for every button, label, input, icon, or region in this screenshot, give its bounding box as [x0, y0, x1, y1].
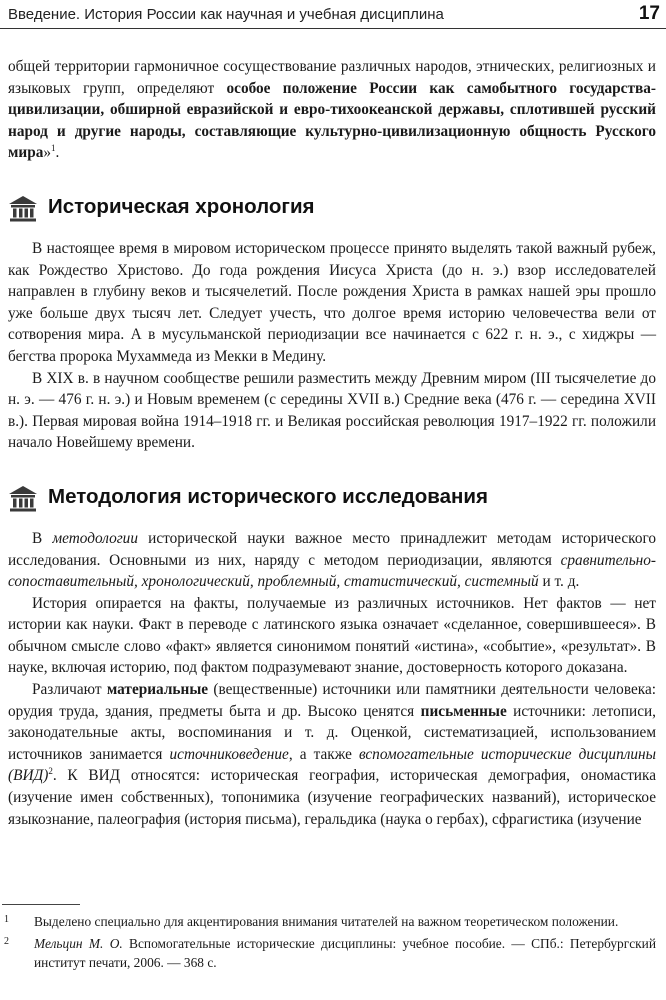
text: , а также — [288, 745, 359, 763]
text: В — [32, 529, 53, 547]
footnote-text: Вспомогательные исторические дисциплины: учебное пособие. — СПб.: Петербургский институт печати, 2006. — 368 с. — [34, 936, 656, 970]
text: . К ВИД относятся: историческая география, историческая демография, ономастика (изучение имен собственных), топонимика (изучение географических названий), историческое языкознание, палеография (история письма), геральдика (наука о гербах), сфрагистика (изучение — [8, 767, 656, 828]
text: (вещественные) источники или памятники деятельности человека: орудия труда, здания, предметы быта и др. Высоко ценятся — [8, 681, 656, 720]
methodology-paragraph-3 — [8, 679, 656, 830]
footnote-ref-1[interactable]: 1 — [51, 143, 56, 154]
running-header — [0, 0, 666, 29]
intro-bold-text: особое положение России как самобытного государства-цивилизации, обширной евразийской и евро-тихоокеанской державы, сплотившей русский народ и другие народы, составляющие культурно-цивилизационную общность Русского мира — [8, 79, 656, 162]
closing-quote: » — [43, 144, 52, 162]
footnote-number: 1 — [4, 914, 9, 925]
intro-period: . — [55, 144, 60, 162]
page-content — [8, 56, 656, 830]
text: и т. д. — [538, 573, 580, 591]
section-heading-methodology — [8, 484, 656, 514]
section-title: Методология исторического исследования — [48, 484, 488, 508]
footnote-1 — [0, 912, 666, 931]
text: Различают — [32, 681, 107, 699]
footnote-divider — [2, 904, 80, 905]
italic-term: методологии — [52, 529, 138, 547]
page-number: 17 — [638, 3, 660, 24]
footnote-text: Выделено специально для акцентирования внимания читателей на важном теоретическом положении. — [34, 914, 619, 929]
intro-text: общей территории гармоничное сосуществование различных народов, этнических, религиозных и языковых групп, определяют — [8, 58, 656, 97]
footnote-number: 2 — [4, 936, 9, 947]
bold-term: письменные — [420, 702, 507, 720]
footnote-author: Мельцин М. О. — [34, 936, 123, 951]
museum-icon — [8, 195, 38, 223]
text: источники: летописи, законодательные акты, воспоминания и т. д. Оценкой, систематизацией, использованием источников занимается — [8, 702, 656, 763]
italic-methods-list: сравнительно-сопоставительный, хронологический, проблемный, статистический, системный — [8, 551, 656, 591]
chronology-paragraph-2: В XIX в. в научном сообществе решили разместить между Древним миром (III тысячелетие до н. э. — 476 г. н. э.) и Новым временем (с середины XVII в.) Средние века (476 г. — середина XVII в.). Первая мировая война 1914–1918 гг. и Великая российская революция 1917–1922 гг. положили начало Новейшему времени. — [8, 369, 656, 452]
intro-paragraph — [8, 56, 656, 164]
bold-term: материальные — [106, 681, 209, 699]
museum-icon — [8, 485, 38, 513]
section-heading-chronology — [8, 194, 656, 224]
italic-term: вспомогательные исторические дисциплины (ВИД) — [8, 745, 656, 785]
chronology-paragraph-1: В настоящее время в мировом историческом процессе принято выделять такой важный рубеж, как Рождество Христово. До года рождения Иисуса Христа (до н. э.) взор исследователей направлен в глубину веков и тысячелетий. После рождения Христа в рамках нашей эры прошло уже больше двух тысяч лет. Следует учесть, что долгое время историю человечества вели от сотворения мира. А в мусульманской периодизации все начинается с 622 г. н. э., с хиджры — бегства пророка Мухаммеда из Мекки в Медину. — [8, 239, 656, 365]
section-title: Историческая хронология — [48, 194, 315, 218]
methodology-paragraph-1 — [8, 528, 656, 593]
text: исторической науки важное место принадлежит методам исторического исследования. Основными из них, наряду с методом периодизации, являются — [8, 529, 657, 569]
running-title: Введение. История России как научная и учебная дисциплина — [8, 6, 444, 23]
methodology-paragraph-2: История опирается на факты, получаемые из различных источников. Нет фактов — нет истории как науки. Факт в переводе с латинского языка означает «сделанное, совершившееся». В обычном смысле слово «факт» является синонимом понятий «истина», «событие», «результат». В науке, включая историю, под фактом подразумевают знание, достоверность которого доказана. — [8, 594, 656, 677]
footnotes — [0, 904, 666, 972]
footnote-2 — [0, 934, 666, 972]
footnote-ref-2[interactable]: 2 — [48, 766, 53, 777]
italic-term: источниковедение — [169, 745, 289, 763]
